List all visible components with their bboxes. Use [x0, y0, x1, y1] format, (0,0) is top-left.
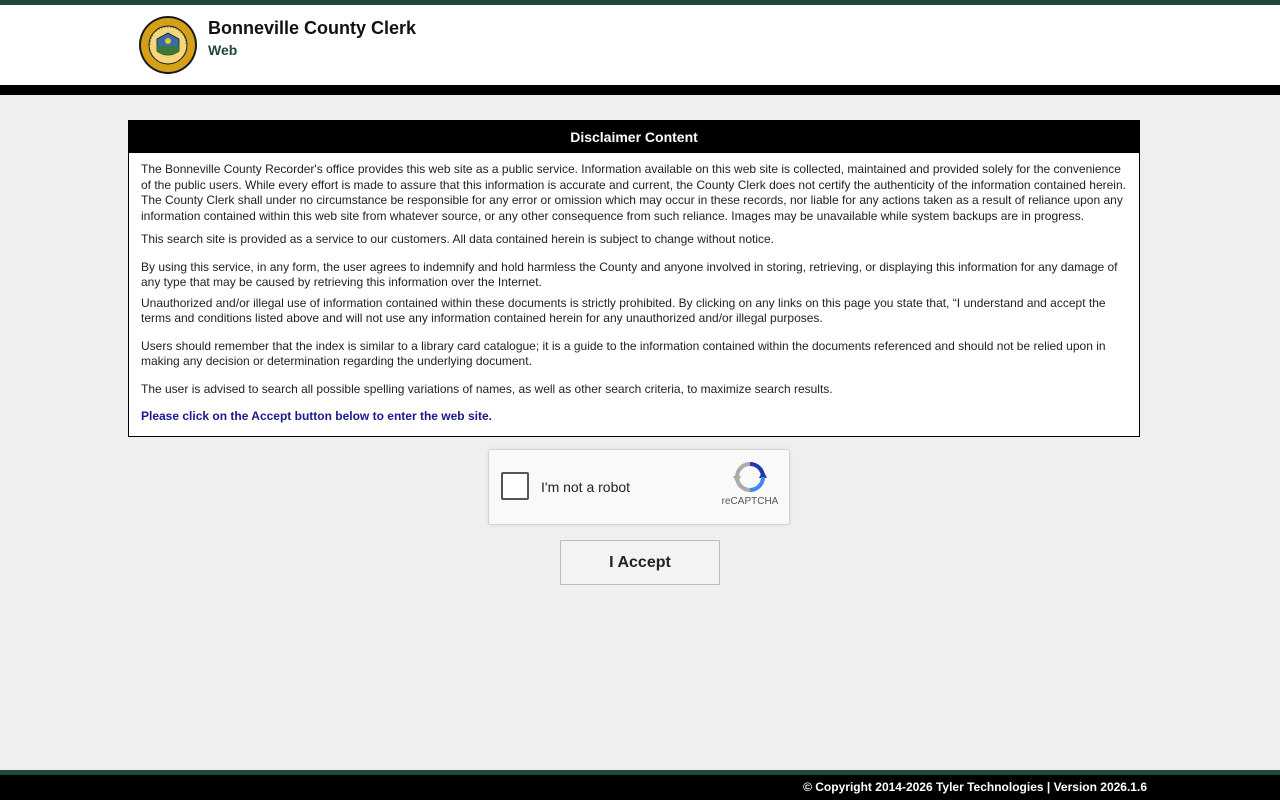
header-divider-bar: [0, 85, 1280, 95]
copyright-text: © Copyright 2014-2026 Tyler Technologies | Version 2026.1.6: [803, 780, 1147, 794]
recaptcha-widget: [488, 449, 790, 525]
site-header: [0, 5, 1280, 85]
site-footer: [0, 775, 1280, 800]
disclaimer-paragraph: The Bonneville County Recorder's office provides this web site as a public service. Information available on this web site is collected, maintained and provided solely for the convenience of the public users. While every effort is made to assure that this information is accurate and current, the County Clerk does not certify the authenticity of the information contained herein. The County Clerk shall under no circumstance be responsible for any error or omission which may occur in these records, nor liable for any actions taken as a result of reliance upon any information contained within this web site from whatever source, or any other consequence from such reliance. Images may be unavailable while system backups are in progress.: [141, 162, 1126, 223]
site-title: Bonneville County Clerk: [208, 18, 417, 38]
disclaimer-paragraph: By using this service, in any form, the user agrees to indemnify and hold harmless the County and anyone involved in storing, retrieving, or displaying this information for any damage of any type that may be caused by retrieving this information over the Internet.: [141, 259, 1118, 289]
disclaimer-paragraph: The user is advised to search all possible spelling variations of names, as well as other search criteria, to maximize search results.: [141, 381, 833, 396]
accept-instruction: Please click on the Accept button below to enter the web site.: [141, 409, 492, 423]
disclaimer-panel: [128, 120, 1140, 437]
disclaimer-body: [129, 153, 1139, 425]
accept-button[interactable]: I Accept: [560, 540, 720, 585]
recaptcha-label: I'm not a robot: [541, 479, 631, 495]
disclaimer-paragraph: Users should remember that the index is similar to a library card catalogue; it is a guide to the information contained within the documents referenced and should not be relied upon in making any decision or determination regarding the underlying document.: [141, 338, 1106, 368]
recaptcha-brand[interactable]: reCAPTCHA: [721, 496, 779, 507]
disclaimer-paragraph: This search site is provided as a service to our customers. All data contained herein is subject to change without notice.: [141, 232, 774, 246]
recaptcha-checkbox[interactable]: [501, 472, 529, 500]
county-seal-logo[interactable]: [138, 15, 198, 75]
disclaimer-heading: Disclaimer Content: [129, 121, 1139, 153]
disclaimer-paragraph: Unauthorized and/or illegal use of information contained within these documents is strictly prohibited. By clicking on any links on this page you state that, “I understand and accept the terms and conditions listed above and will not use any information contained herein for any unauthorized and/or illegal purposes.: [141, 295, 1106, 325]
site-subtitle: Web: [208, 42, 238, 58]
recaptcha-logo-icon[interactable]: [733, 460, 767, 494]
